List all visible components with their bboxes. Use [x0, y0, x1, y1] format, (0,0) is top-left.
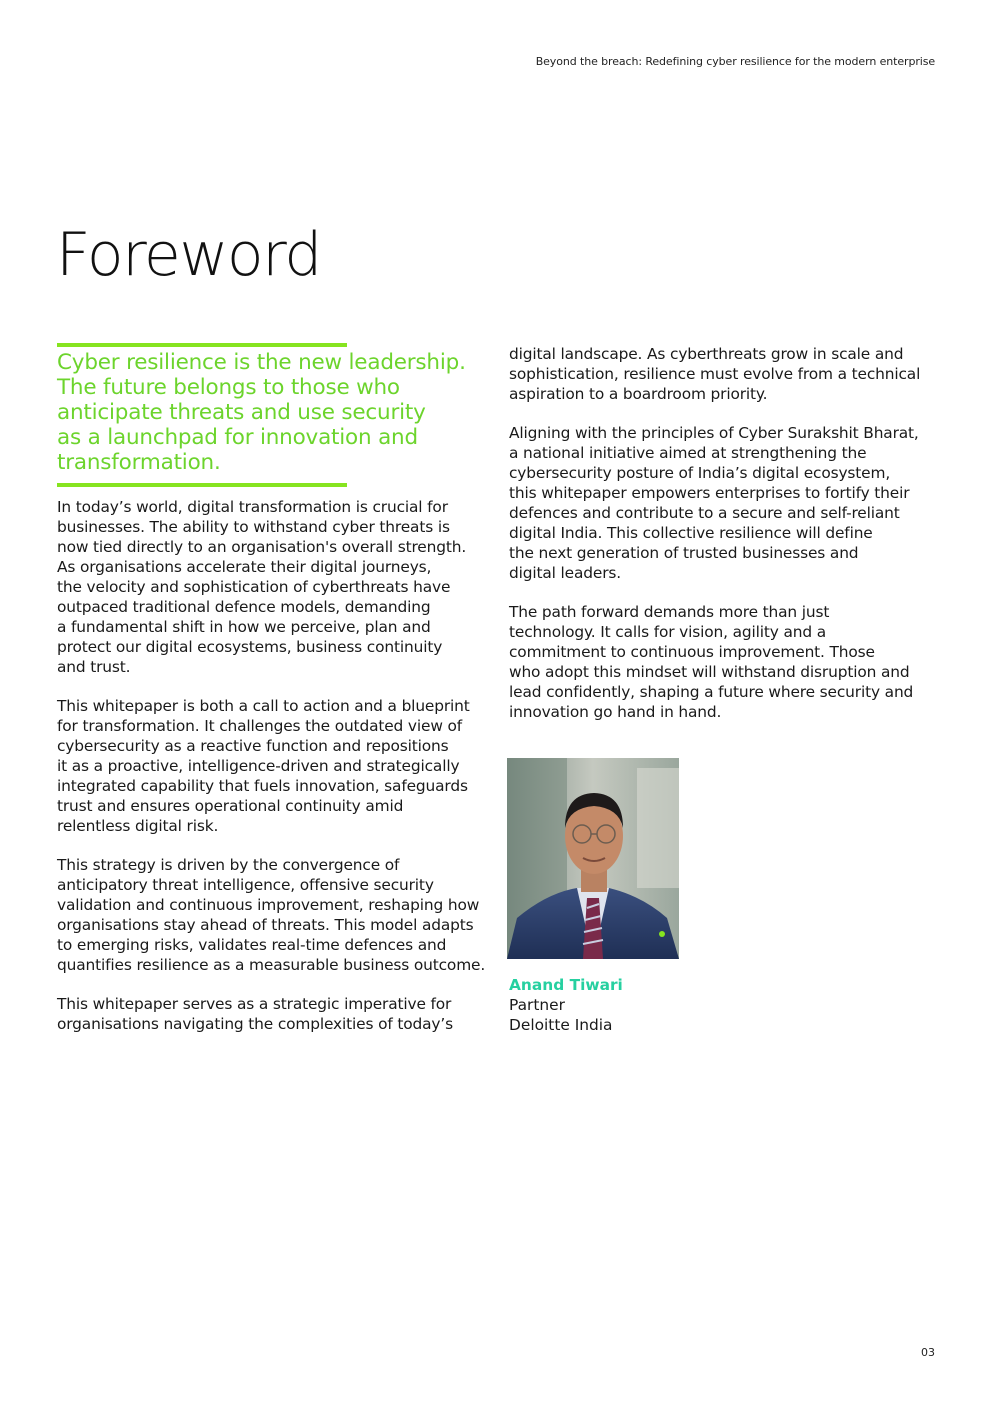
- pull-quote-top-rule: [57, 343, 347, 347]
- text-line: This whitepaper is both a call to action and a blueprint: [57, 697, 470, 715]
- text-line: The path forward demands more than just: [509, 603, 830, 621]
- text-line: cybersecurity posture of India’s digital ecosystem,: [509, 464, 891, 482]
- text-line: it as a proactive, intelligence-driven and strategically: [57, 757, 460, 775]
- paragraph: [57, 855, 497, 975]
- text-line: digital India. This collective resilience will define: [509, 524, 873, 542]
- text-line: This strategy is driven by the convergence of: [57, 856, 400, 874]
- paragraph: [57, 994, 497, 1034]
- pull-quote: [57, 350, 487, 475]
- text-line: the velocity and sophistication of cyberthreats have: [57, 578, 451, 596]
- author-role: Partner: [509, 996, 565, 1014]
- text-line: cybersecurity as a reactive function and repositions: [57, 737, 449, 755]
- text-line: a national initiative aimed at strengthening the: [509, 444, 867, 462]
- text-line: digital leaders.: [509, 564, 621, 582]
- pull-quote-line: transformation.: [57, 450, 221, 475]
- text-line: commitment to continuous improvement. Those: [509, 643, 875, 661]
- text-line: to emerging risks, validates real-time defences and: [57, 936, 447, 954]
- author-portrait: [507, 758, 679, 959]
- text-line: and trust.: [57, 658, 131, 676]
- pull-quote-line: anticipate threats and use security: [57, 400, 426, 425]
- text-line: Aligning with the principles of Cyber Surakshit Bharat,: [509, 424, 919, 442]
- text-line: lead confidently, shaping a future where security and: [509, 683, 914, 701]
- text-line: technology. It calls for vision, agility and a: [509, 623, 827, 641]
- text-line: for transformation. It challenges the outdated view of: [57, 717, 463, 735]
- page-number: 03: [921, 1346, 935, 1359]
- text-line: trust and ensures operational continuity amid: [57, 797, 404, 815]
- text-line: innovation go hand in hand.: [509, 703, 722, 721]
- text-line: quantifies resilience as a measurable business outcome.: [57, 956, 486, 974]
- paragraph: [509, 344, 939, 404]
- author-name: Anand Tiwari: [509, 976, 623, 994]
- text-line: validation and continuous improvement, reshaping how: [57, 896, 480, 914]
- text-line: aspiration to a boardroom priority.: [509, 385, 768, 403]
- text-line: this whitepaper empowers enterprises to fortify their: [509, 484, 910, 502]
- paragraph: [57, 696, 497, 836]
- left-column: [57, 497, 497, 1053]
- text-line: As organisations accelerate their digital journeys,: [57, 558, 432, 576]
- text-line: organisations stay ahead of threats. This model adapts: [57, 916, 474, 934]
- text-line: In today’s world, digital transformation is crucial for: [57, 498, 448, 516]
- text-line: This whitepaper serves as a strategic imperative for: [57, 995, 452, 1013]
- page-title: Foreword: [56, 220, 321, 290]
- right-column: [509, 344, 939, 741]
- text-line: now tied directly to an organisation's overall strength.: [57, 538, 467, 556]
- text-line: digital landscape. As cyberthreats grow in scale and: [509, 345, 904, 363]
- text-line: outpaced traditional defence models, demanding: [57, 598, 431, 616]
- text-line: relentless digital risk.: [57, 817, 219, 835]
- text-line: businesses. The ability to withstand cyber threats is: [57, 518, 450, 536]
- running-header: Beyond the breach: Redefining cyber resilience for the modern enterprise: [535, 55, 935, 68]
- pull-quote-line: Cyber resilience is the new leadership.: [57, 350, 466, 375]
- text-line: a fundamental shift in how we perceive, plan and: [57, 618, 431, 636]
- text-line: sophistication, resilience must evolve from a technical: [509, 365, 921, 383]
- text-line: integrated capability that fuels innovation, safeguards: [57, 777, 468, 795]
- signature-block: [509, 975, 623, 1035]
- paragraph: [509, 423, 939, 583]
- author-organisation: Deloitte India: [509, 1016, 613, 1034]
- text-line: who adopt this mindset will withstand disruption and: [509, 663, 910, 681]
- text-line: protect our digital ecosystems, business continuity: [57, 638, 443, 656]
- pull-quote-line: The future belongs to those who: [57, 375, 400, 400]
- paragraph: [57, 497, 497, 677]
- paragraph: [509, 602, 939, 722]
- pull-quote-line: as a launchpad for innovation and: [57, 425, 418, 450]
- pull-quote-bottom-rule: [57, 483, 347, 487]
- text-line: organisations navigating the complexities of today’s: [57, 1015, 453, 1033]
- text-line: the next generation of trusted businesses and: [509, 544, 859, 562]
- text-line: anticipatory threat intelligence, offensive security: [57, 876, 434, 894]
- text-line: defences and contribute to a secure and self-reliant: [509, 504, 900, 522]
